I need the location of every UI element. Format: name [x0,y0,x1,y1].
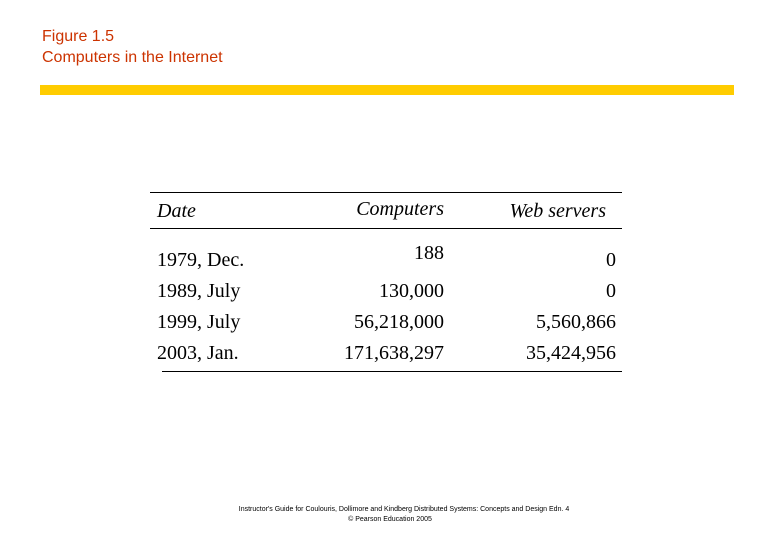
footer [0,505,780,525]
cell-web-servers: 0 [606,249,616,271]
cell-web-servers: 35,424,956 [526,342,616,364]
cell-date: 1999, July [157,311,241,333]
footer-credit: Instructor's Guide for Coulouris, Dollimore and Kindberg Distributed Systems: Concepts and Design Edn. 4 [238,506,570,513]
cell-computers: 171,638,297 [344,342,444,364]
cell-computers: 188 [414,242,444,264]
column-date [157,245,244,369]
cell-web-servers: 0 [606,280,616,302]
footer-copyright: © Pearson Education 2005 [348,516,432,523]
column-web-servers [526,245,616,369]
accent-bar [40,85,734,95]
table-top-rule [150,192,622,193]
column-computers [344,242,444,369]
table-bottom-rule [162,371,622,372]
figure-title [42,26,223,68]
figure-caption: Computers in the Internet [42,49,223,66]
cell-web-servers: 5,560,866 [536,311,616,333]
header-date: Date [157,200,196,222]
table-header-rule [150,228,622,229]
cell-date: 2003, Jan. [157,342,239,364]
header-web-servers: Web servers [509,200,606,222]
cell-computers: 56,218,000 [354,311,444,333]
cell-date: 1979, Dec. [157,249,245,271]
header-computers: Computers [356,198,444,220]
figure-label: Figure 1.5 [42,28,115,45]
cell-date: 1989, July [157,280,241,302]
cell-computers: 130,000 [379,280,444,302]
